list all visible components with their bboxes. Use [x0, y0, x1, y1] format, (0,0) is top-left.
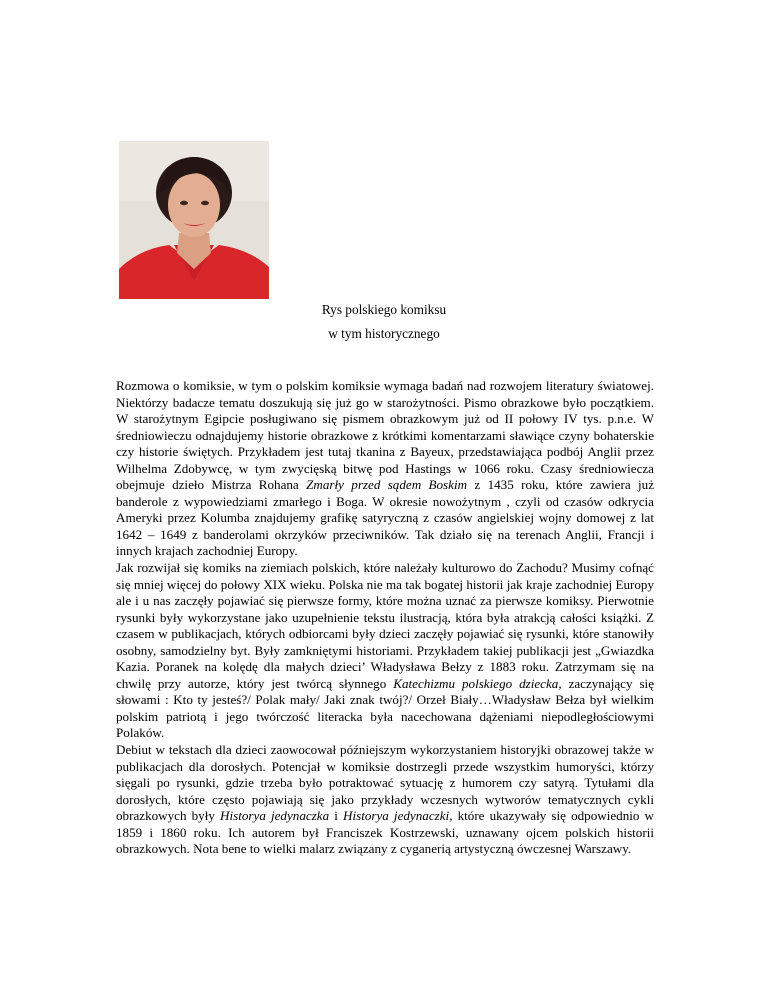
- article-body: [116, 378, 654, 858]
- paragraph-1: Rozmowa o komiksie, w tym o polskim komiksie wymaga badań nad rozwojem literatury światowej. Niektórzy badacze tematu doszukują się już go w starożytności. Pismo obrazkowe było początkiem. W starożytnym Egipcie posługiwano się pismem obrazkowym już od II połowy IV tys. p.n.e. W średniowieczu odnajdujemy historie obrazkowe z krótkimi komentarzami sławiące czyny bohaterskie czy historie świętych. Przykładem jest tutaj tkanina z Bayeux, przedstawiająca podbój Anglii przez Wilhelma Zdobywcę, w tym zwycięską bitwę pod Hastings w 1066 roku. Czasy średniowiecza obejmuje dzieło Mistrza Rohana Zmarły przed sądem Boskim z 1435 roku, które zawiera już banderole z wypowiedziami zmarłego i Boga. W okresie nowożytnym , czyli od czasów odkrycia Ameryki przez Kolumba znajdujemy grafikę satyryczną z czasów angielskiej wojny domowej z lat 1642 – 1649 z banderolami okrzyków przeciwników. Tak działo się na terenach Anglii, Francji i innych krajach zachodniej Europy.: [116, 378, 655, 559]
- title-reference: Historya jedynaczki: [343, 808, 450, 824]
- title-line-1: Rys polskiego komiksu: [321, 302, 447, 317]
- title-reference: Katechizmu polskiego dziecka: [393, 675, 559, 691]
- author-portrait: [119, 141, 269, 299]
- title-reference: Historya jedynaczka: [220, 808, 330, 824]
- title-reference: Zmarły przed sądem Boskim: [306, 477, 468, 493]
- portrait-image: [119, 141, 269, 299]
- paragraph-3: Debiut w tekstach dla dzieci zaowocował późniejszym wykorzystaniem historyjki obrazowej także w publikacjach dla dorosłych. Potencjał w komiksie dostrzegli przede wszystkim humoryści, którzy sięgali po rysunki, gdzie trzeba było potraktować sytuację z humorem czy satyrą. Tytułami dla dorosłych, które często pojawiają się jako przykłady wczesnych wytworów tematycznych cykli obrazkowych były Historya jedynaczka i Historya jedynaczki, które ukazywały się odpowiednio w 1859 i 1860 roku. Ich autorem był Franciszek Kostrzewski, uznawany ojcem polskich historii obrazkowych. Nota bene to wielki malarz związany z cyganerią artystyczną ówczesnej Warszawy.: [116, 742, 654, 857]
- paragraph-2: Jak rozwijał się komiks na ziemiach polskich, które należały kulturowo do Zachodu? Musimy cofnąć się mniej więcej do połowy XIX wieku. Polska nie ma tak bogatej historii jak kraje zachodniej Europy ale i u nas zaczęły pojawiać się pierwsze formy, które można uznać za pierwsze komiksy. Pierwotnie rysunki były wykorzystane jako uzupełnienie tekstu ilustracją, która była atrakcją całości książki. Z czasem w publikacjach, których odbiorcami były dzieci zaczęły pojawiać się rysunki, które stanowiły osobny, samodzielny byt. Były zamkniętymi historiami. Przykładem takiej publikacji jest „Gwiazdka Kazia. Poranek na kolędę dla małych dzieci’ Władysława Bełzy z 1883 roku. Zatrzymam się na chwilę przy autorze, który jest twórcą słynnego Katechizmu polskiego dziecka, zaczynający się słowami : Kto ty jesteś?/ Polak mały/ Jaki znak twój?/ Orzeł Biały…Władysław Bełza był wielkim polskim patriotą i jego twórczość literacka była nacechowana dążeniami niepodległościowymi Polaków.: [116, 560, 654, 741]
- title-line-2: w tym historycznego: [328, 326, 440, 341]
